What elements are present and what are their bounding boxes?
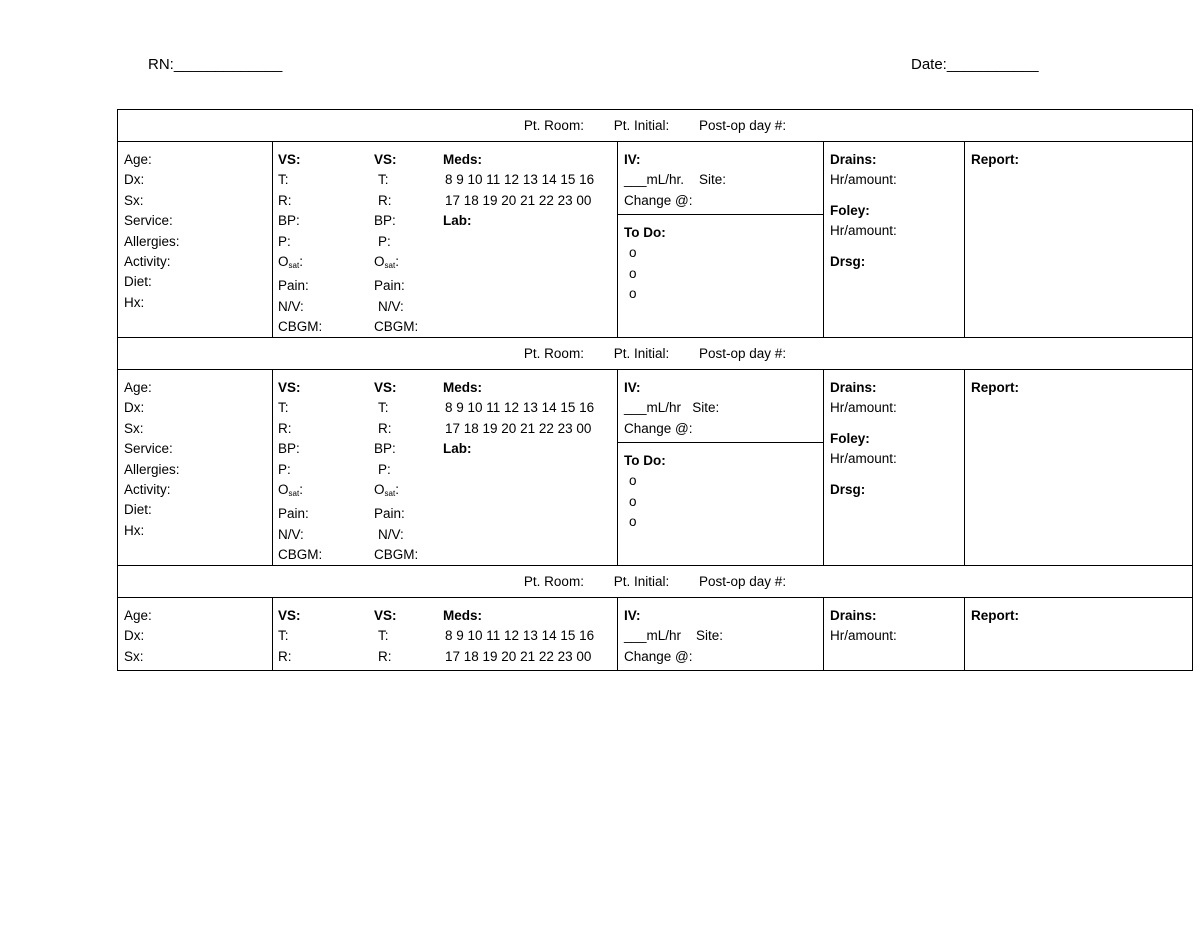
drsg-heading: Drsg: — [830, 253, 866, 269]
t-label: T: — [278, 172, 289, 188]
osat-label: $O_{sat}$: — [374, 482, 399, 499]
report-heading: Report: — [971, 608, 1019, 623]
meds-section — [443, 378, 594, 460]
patient-3-title-bar — [118, 566, 1193, 598]
nv-label: N/V: — [378, 298, 404, 314]
todo-bullet: o — [629, 473, 637, 489]
bp-label: BP: — [278, 213, 300, 229]
vs-heading: VS: — [278, 152, 301, 167]
activity-label: Activity: — [124, 482, 171, 498]
diet-label: Diet: — [124, 502, 152, 518]
vs-heading: VS: — [278, 608, 301, 623]
todo-heading: To Do: — [624, 225, 666, 240]
change-label: Change @: — [624, 648, 693, 664]
service-label: Service: — [124, 213, 173, 229]
patient-2-block — [118, 370, 1193, 566]
iv-section — [618, 370, 823, 443]
vs-heading: VS: — [374, 380, 397, 395]
hr-amount-label: Hr/amount: — [830, 223, 897, 239]
date-field[interactable]: Date:___________ — [911, 56, 1039, 73]
meds-section — [443, 606, 594, 667]
pt-room-label: Pt. Room: — [523, 346, 584, 361]
iv-heading: IV: — [624, 608, 641, 623]
hr-amount-label: Hr/amount: — [830, 628, 897, 644]
allergies-label: Allergies: — [124, 233, 180, 249]
iv-rate-site: ___mL/hr Site: — [624, 628, 724, 644]
age-label: Age: — [124, 380, 152, 395]
pain-label: Pain: — [374, 278, 405, 294]
vitals-column-2 — [374, 150, 418, 338]
bp-label: BP: — [374, 441, 396, 457]
service-label: Service: — [124, 441, 173, 457]
drains-heading: Drains: — [830, 608, 877, 623]
foley-heading: Foley: — [830, 430, 870, 446]
report-heading: Report: — [971, 152, 1019, 167]
hr-amount-label: Hr/amount: — [830, 172, 897, 188]
meds-heading: Meds: — [443, 608, 483, 623]
pain-label: Pain: — [374, 506, 405, 522]
nv-label: N/V: — [378, 526, 404, 542]
drsg-heading: Drsg: — [830, 481, 866, 497]
osat-label: $O_{sat}$: — [374, 254, 399, 271]
demographics — [118, 370, 272, 541]
hx-label: Hx: — [124, 294, 145, 310]
todo-bullet: o — [629, 514, 637, 530]
rn-field[interactable]: RN:_____________ — [148, 56, 283, 73]
t-label: T: — [278, 628, 289, 644]
meds-heading: Meds: — [443, 380, 483, 395]
dx-label: Dx: — [124, 628, 145, 644]
hx-label: Hx: — [124, 522, 145, 538]
demographics — [118, 598, 272, 667]
postop-day-label: Post-op day #: — [699, 574, 787, 589]
t-label: T: — [278, 400, 289, 416]
med-hours-row-2: 17 18 19 20 21 22 23 00 — [445, 648, 592, 664]
todo-bullet: o — [629, 265, 637, 281]
lab-heading: Lab: — [443, 213, 472, 229]
cbgm-label: CBGM: — [374, 319, 419, 335]
med-hours-row-1: 8 9 10 11 12 13 14 15 16 — [445, 628, 595, 644]
iv-heading: IV: — [624, 380, 641, 395]
p-label: P: — [378, 233, 391, 249]
t-label: T: — [378, 172, 389, 188]
p-label: P: — [278, 461, 291, 477]
todo-bullet: o — [629, 245, 637, 261]
r-label: R: — [378, 192, 392, 208]
cbgm-label: CBGM: — [374, 547, 419, 563]
vitals-column-2 — [374, 606, 397, 667]
vs-heading: VS: — [278, 380, 301, 395]
iv-heading: IV: — [624, 152, 641, 167]
drains-heading: Drains: — [830, 380, 877, 395]
iv-section — [618, 142, 823, 215]
todo-section — [618, 443, 823, 533]
r-label: R: — [278, 420, 292, 436]
postop-day-label: Post-op day #: — [699, 346, 787, 361]
p-label: P: — [278, 233, 291, 249]
med-hours-row-2: 17 18 19 20 21 22 23 00 — [445, 192, 592, 208]
sx-label: Sx: — [124, 648, 144, 664]
vs-heading: VS: — [374, 608, 397, 623]
patient-1-block — [118, 142, 1193, 338]
drains-section — [824, 370, 964, 500]
bp-label: BP: — [278, 441, 300, 457]
diet-label: Diet: — [124, 274, 152, 290]
nv-label: N/V: — [278, 526, 304, 542]
cbgm-label: CBGM: — [278, 319, 323, 335]
activity-label: Activity: — [124, 254, 171, 270]
sx-label: Sx: — [124, 192, 144, 208]
med-hours-row-2: 17 18 19 20 21 22 23 00 — [445, 420, 592, 436]
dx-label: Dx: — [124, 400, 145, 416]
todo-heading: To Do: — [624, 453, 666, 468]
demographics — [118, 142, 272, 313]
pt-room-label: Pt. Room: — [523, 574, 584, 589]
report-heading: Report: — [971, 380, 1019, 395]
vitals-column-1 — [278, 606, 301, 667]
allergies-label: Allergies: — [124, 461, 180, 477]
change-label: Change @: — [624, 420, 693, 436]
r-label: R: — [278, 192, 292, 208]
pt-room-label: Pt. Room: — [523, 118, 584, 133]
sx-label: Sx: — [124, 420, 144, 436]
osat-label: $O_{sat}$: — [278, 482, 303, 499]
report-section — [965, 370, 1192, 398]
pain-label: Pain: — [278, 278, 309, 294]
pain-label: Pain: — [278, 506, 309, 522]
pt-initial-label: Pt. Initial: — [613, 346, 670, 361]
patient-report-sheet — [117, 109, 1193, 671]
r-label: R: — [278, 648, 292, 664]
drains-section — [824, 598, 964, 647]
age-label: Age: — [124, 608, 152, 623]
todo-bullet: o — [629, 286, 637, 302]
postop-day-label: Post-op day #: — [699, 118, 787, 133]
nv-label: N/V: — [278, 298, 304, 314]
p-label: P: — [378, 461, 391, 477]
bp-label: BP: — [374, 213, 396, 229]
change-label: Change @: — [624, 192, 693, 208]
pt-initial-label: Pt. Initial: — [613, 574, 670, 589]
vitals-column-2 — [374, 378, 418, 566]
patient-3-block — [118, 598, 1193, 671]
med-hours-row-1: 8 9 10 11 12 13 14 15 16 — [445, 400, 595, 416]
cbgm-label: CBGM: — [278, 547, 323, 563]
r-label: R: — [378, 648, 392, 664]
drains-section — [824, 142, 964, 272]
pt-initial-label: Pt. Initial: — [613, 118, 670, 133]
iv-rate-site: ___mL/hr. Site: — [624, 172, 727, 188]
todo-bullet: o — [629, 493, 637, 509]
hr-amount-label: Hr/amount: — [830, 451, 897, 467]
meds-heading: Meds: — [443, 152, 483, 167]
todo-section — [618, 215, 823, 305]
report-section — [965, 598, 1192, 626]
r-label: R: — [378, 420, 392, 436]
t-label: T: — [378, 400, 389, 416]
patient-2-title-bar — [118, 338, 1193, 370]
foley-heading: Foley: — [830, 202, 870, 218]
age-label: Age: — [124, 152, 152, 167]
meds-section — [443, 150, 594, 232]
dx-label: Dx: — [124, 172, 145, 188]
drains-heading: Drains: — [830, 152, 877, 167]
t-label: T: — [378, 628, 389, 644]
vitals-column-1 — [278, 378, 322, 566]
med-hours-row-1: 8 9 10 11 12 13 14 15 16 — [445, 172, 595, 188]
patient-1-title-bar — [118, 110, 1193, 142]
report-section — [965, 142, 1192, 170]
vitals-column-1 — [278, 150, 322, 338]
osat-label: $O_{sat}$: — [278, 254, 303, 271]
lab-heading: Lab: — [443, 441, 472, 457]
hr-amount-label: Hr/amount: — [830, 400, 897, 416]
vs-heading: VS: — [374, 152, 397, 167]
iv-rate-site: ___mL/hr Site: — [624, 400, 720, 416]
iv-section — [618, 598, 823, 667]
